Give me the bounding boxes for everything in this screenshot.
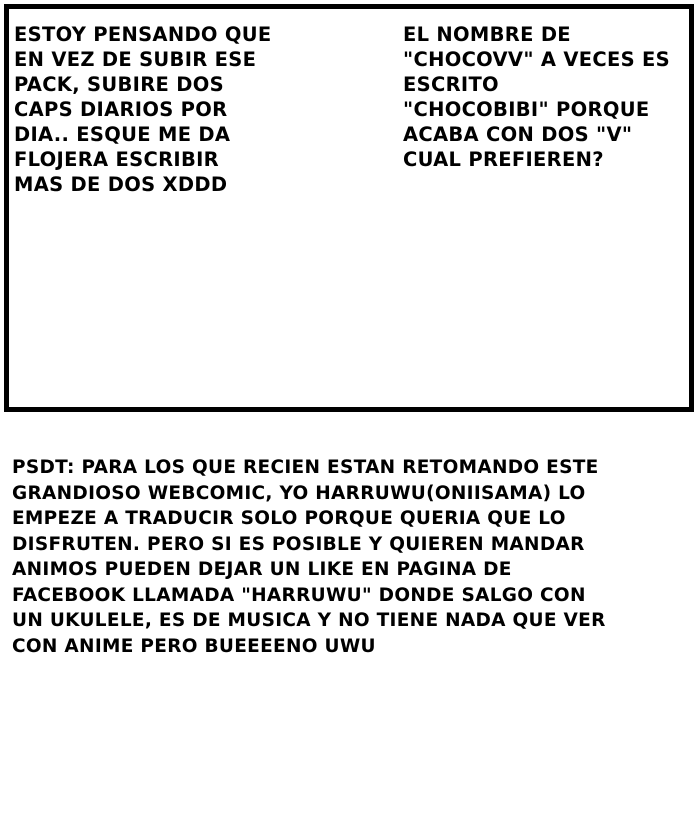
right-note-text: EL NOMBRE DE "CHOCOVV" A VECES ES ESCRITO "CHOCOBIBI" PORQUE ACABA CON DOS "V" CUAL PREFIEREN?: [403, 23, 670, 171]
postscript-text: PSDT: PARA LOS QUE RECIEN ESTAN RETOMANDO ESTE GRANDIOSO WEBCOMIC, YO HARRUWU(ONIISAMA) LO EMPEZE A TRADUCIR SOLO PORQUE QUERIA QUE LO DISFRUTEN. PERO SI ES POSIBLE Y QUIEREN MANDAR ANIMOS PUEDEN DEJAR UN LIKE EN PAGINA DE FACEBOOK LLAMADA "HARRUWU" DONDE SALGO CON UN UKULELE, ES DE MUSICA Y NO TIENE NADA QUE VER CON ANIME PERO BUEEEENO UWU: [12, 457, 606, 657]
left-note-text: ESTOY PENSANDO QUE EN VEZ DE SUBIR ESE PACK, SUBIRE DOS CAPS DIARIOS POR DIA.. ESQUE ME DA FLOJERA ESCRIBIR MAS DE DOS XDDD: [14, 23, 272, 196]
